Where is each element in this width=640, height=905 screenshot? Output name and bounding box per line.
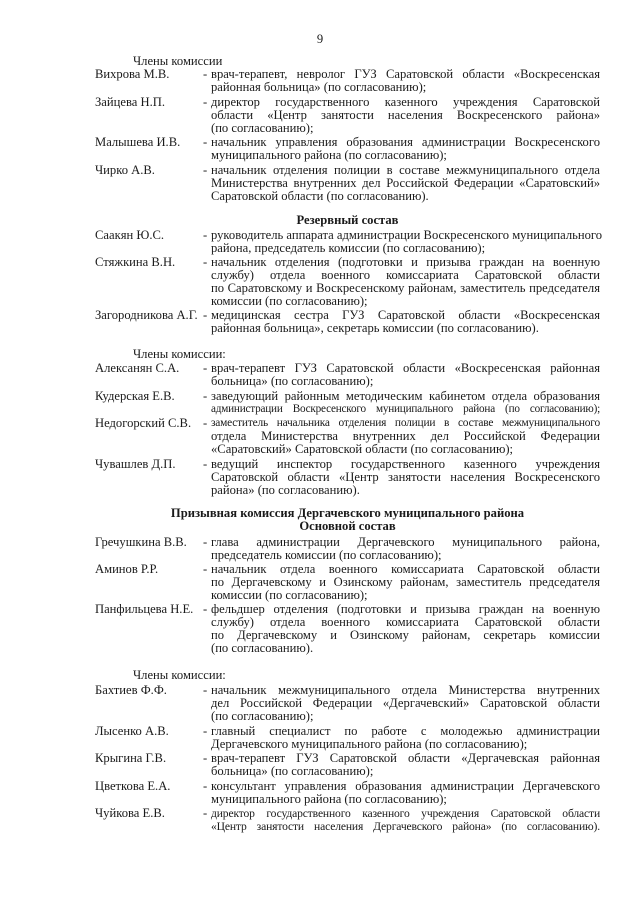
dash: - [203,535,208,549]
dash: - [203,308,208,322]
member-description-line: заведующий районным методическим кабинетом отдела образования [211,389,600,403]
dash: - [203,67,208,81]
member-description-line: руководитель аппарата администрации Воскресенского муниципального [211,228,603,242]
member-description-line: Саратовской области «Центр занятости населения Воскресенского [211,470,600,484]
member-description-line: муниципального района (по согласованию); [211,792,447,806]
member-description-line: фельдшер отделения (подготовки и призыва граждан на военную [211,602,600,616]
member-description-line: начальник межмуниципального отдела Министерства внутренних [211,683,600,697]
member-name: Аминов Р.Р. [95,562,159,576]
member-description-line: дел Российской Федерации «Дергачевский» Саратовской области [211,696,600,710]
member-description-line: Дергачевского муниципального района (по согласованию); [211,737,528,751]
member-description-line: глава администрации Дергачевского муниципального района, [211,535,600,549]
member-description-line: Саратовской области (по согласованию). [211,189,429,203]
member-description-line: главный специалист по работе с молодежью администрации [211,724,600,738]
dash: - [203,228,208,242]
dash: - [203,255,208,269]
member-description-line: заместитель начальника отделения полиции в составе межмуниципального [211,417,600,429]
member-description-line: «Саратовский» Саратовской области (по согласованию); [211,442,514,456]
member-description-line: районная больница» (по согласованию); [211,80,427,94]
member-description-line: района» (по согласованию). [211,483,360,497]
member-description-line: врач-терапевт, невролог ГУЗ Саратовской области «Воскресенская [211,67,600,81]
dash: - [203,724,208,738]
member-description-line: службу) отдела военного комиссариата Саратовской области [211,268,600,282]
section-heading: Резервный состав [296,213,399,227]
member-description-line: (по согласованию). [211,641,314,655]
member-description-line: области «Центр занятости населения Воскресенского района» [211,108,600,122]
dash: - [203,361,208,375]
member-name: Загородникова А.Г. [95,308,198,322]
member-description-line: ведущий инспектор государственного казенного учреждения [211,457,600,471]
member-name: Алексанян С.А. [95,361,180,375]
section-label: Члены комиссии: [133,668,226,682]
member-description-line: начальник отдела военного комиссариата Саратовской области [211,562,600,576]
section-heading: Основной состав [299,519,396,533]
member-description-line: начальник отделения полиции в составе межмуниципального отдела [211,163,600,177]
member-name: Малышева И.В. [95,135,181,149]
dash: - [203,135,208,149]
member-description-line: районная больница», секретарь комиссии (по согласованию). [211,321,539,335]
dash: - [203,683,208,697]
member-name: Саакян Ю.С. [95,228,165,242]
dash: - [203,779,208,793]
section-label: Члены комиссии [133,54,223,68]
member-description-line: комиссии (по согласованию); [211,588,368,602]
member-name: Вихрова М.В. [95,67,170,81]
member-description-line: Министерства внутренних дел Российской Федерации «Саратовский» [211,176,600,190]
member-name: Стяжкина В.Н. [95,255,176,269]
section-label: Члены комиссии: [133,347,226,361]
member-description-line: по Саратовскому и Воскресенскому районам, заместитель председателя [211,281,600,295]
member-description-line: больница» (по согласованию); [211,374,374,388]
member-name: Чирко А.В. [95,163,155,177]
member-name: Чуйкова Е.В. [95,806,165,820]
member-name: Зайцева Н.П. [95,95,165,109]
member-description-line: «Центр занятости населения Дергачевского района» (по согласованию). [211,820,600,833]
member-name: Лысенко А.В. [95,724,169,738]
dash: - [203,163,208,177]
member-description-line: консультант управления образования администрации Дергачевского [211,779,600,793]
dash: - [203,751,208,765]
member-description-line: по Дергачевскому и Озинскому районам, заместитель председателя [211,575,600,589]
member-description-line: врач-терапевт ГУЗ Саратовской области «Дергачевская районная [211,751,600,765]
member-description-line: по Дергачевскому и Озинскому районам, секретарь комиссии [211,628,600,642]
member-description-line: директор государственного казенного учреждения Саратовской области [211,807,600,820]
member-description-line: (по согласованию); [211,709,314,723]
member-description-line: (по согласованию); [211,121,314,135]
dash: - [203,95,208,109]
dash: - [203,602,208,616]
member-description-line: района, председатель комиссии (по согласованию); [211,241,486,255]
member-description-line: врач-терапевт ГУЗ Саратовской области «Воскресенская районная [211,361,600,375]
dash: - [203,562,208,576]
member-description-line: медицинская сестра ГУЗ Саратовской области «Воскресенская [211,308,600,322]
commission-heading: Призывная комиссия Дергачевского муниципального района [170,506,525,520]
member-description-line: администрации Воскресенского муниципального района (по согласованию); [211,403,600,415]
member-description-line: начальник управления образования администрации Воскресенского [211,135,600,149]
page-number: 9 [316,32,324,46]
member-description-line: больница» (по согласованию); [211,764,374,778]
dash: - [203,389,208,403]
dash: - [203,806,208,820]
member-name: Бахтиев Ф.Ф. [95,683,167,697]
member-name: Чувашлев Д.П. [95,457,176,471]
member-name: Кудерская Е.В. [95,389,175,403]
member-description-line: службу) отдела военного комиссариата Саратовской области [211,615,600,629]
member-name: Гречушкина В.В. [95,535,187,549]
member-name: Крыгина Г.В. [95,751,167,765]
dash: - [203,457,208,471]
member-name: Недогорский С.В. [95,416,192,430]
dash: - [203,416,208,430]
member-name: Панфильцева Н.Е. [95,602,194,616]
member-description-line: председатель комиссии (по согласованию); [211,548,442,562]
member-name: Цветкова Е.А. [95,779,171,793]
member-description-line: комиссии (по согласованию); [211,294,368,308]
member-description-line: отдела Министерства внутренних дел Российской Федерации [211,429,600,443]
member-description-line: директор государственного казенного учреждения Саратовской [211,95,600,109]
member-description-line: начальник отделения (подготовки и призыва граждан на военную [211,255,600,269]
member-description-line: муниципального района (по согласованию); [211,148,447,162]
